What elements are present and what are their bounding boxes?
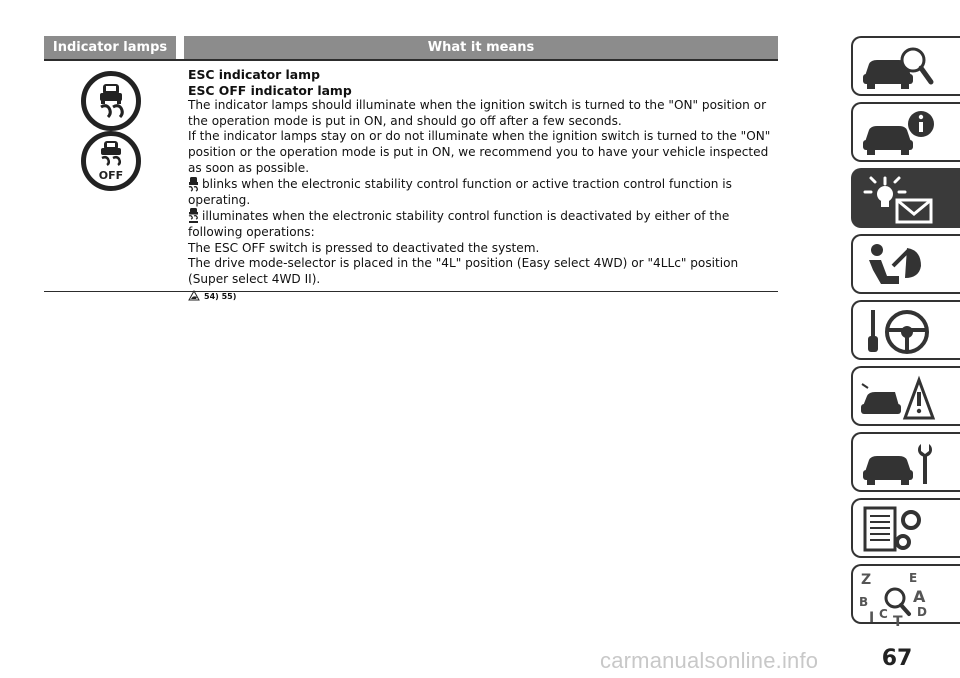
tab-car-info[interactable] <box>851 102 960 162</box>
tab-car-search[interactable] <box>851 36 960 96</box>
svg-text:Z: Z <box>861 572 872 588</box>
alphabet-index-search-icon <box>859 570 937 626</box>
esc-off-label: OFF <box>98 169 124 182</box>
para-illuminate: The indicator lamps should illuminate when the ignition switch is turned to the "ON" position or the operation mode is put in ON, and should go off after a few seconds. <box>188 98 767 128</box>
svg-text:T: T <box>893 614 903 626</box>
tab-emergency[interactable] <box>851 366 960 426</box>
spec-sheet-gears-icon <box>859 504 937 556</box>
svg-text:E: E <box>909 571 918 585</box>
table-header <box>44 36 778 59</box>
title-esc-off: ESC OFF indicator lamp <box>188 82 352 98</box>
tab-maintenance[interactable] <box>851 432 960 492</box>
page-number: 67 <box>881 646 913 671</box>
warning-light-message-icon <box>859 174 937 226</box>
key-steering-wheel-icon <box>859 306 937 358</box>
car-crash-warning-icon <box>859 372 937 424</box>
table-bottom-rule <box>44 291 778 292</box>
note-refs: 54) 55) <box>204 292 237 302</box>
svg-text:I: I <box>869 610 875 626</box>
description-cell <box>188 67 778 305</box>
tab-index[interactable] <box>851 564 960 624</box>
svg-text:D: D <box>917 605 927 619</box>
svg-text:A: A <box>913 587 926 606</box>
tab-safety[interactable] <box>851 234 960 294</box>
passenger-airbag-icon <box>859 240 937 292</box>
svg-text:C: C <box>879 607 888 621</box>
para-switch: The ESC OFF switch is pressed to deactivated the system. <box>188 240 540 255</box>
esc-indicator-icon <box>81 71 141 131</box>
watermark: carmanualsonline.info <box>600 648 819 673</box>
esc-off-mini-icon <box>188 208 199 224</box>
lamp-icons-cell <box>44 61 176 291</box>
esc-mini-icon <box>188 176 199 192</box>
para-blinks: blinks when the electronic stability control function or active traction control function is operating. <box>188 177 732 207</box>
car-search-icon <box>859 42 937 94</box>
esc-off-indicator-icon <box>81 131 141 191</box>
table-row <box>44 61 778 302</box>
car-wrench-icon <box>859 438 937 490</box>
para-deactivated: illuminates when the electronic stability control function is deactivated by either of the following operations: <box>188 209 730 239</box>
indicator-table <box>44 36 778 302</box>
car-info-icon <box>859 108 937 160</box>
tab-warning-lights[interactable] <box>851 168 960 228</box>
header-indicator-lamps: Indicator lamps <box>44 36 176 59</box>
tab-technical-specs[interactable] <box>851 498 960 558</box>
header-what-it-means: What it means <box>184 36 778 59</box>
svg-text:B: B <box>859 595 869 609</box>
para-drive-mode: The drive mode-selector is placed in the "4L" position (Easy select 4WD) or "4LLc" position (Super select 4WD II). <box>188 256 739 286</box>
title-esc: ESC indicator lamp <box>188 67 320 82</box>
para-inspect: If the indicator lamps stay on or do not illuminate when the ignition switch is turned to the "ON" position or the operation mode is put in ON, we recommend you to have your vehicle inspected as soon as possible. <box>188 129 771 175</box>
tab-starting-driving[interactable] <box>851 300 960 360</box>
